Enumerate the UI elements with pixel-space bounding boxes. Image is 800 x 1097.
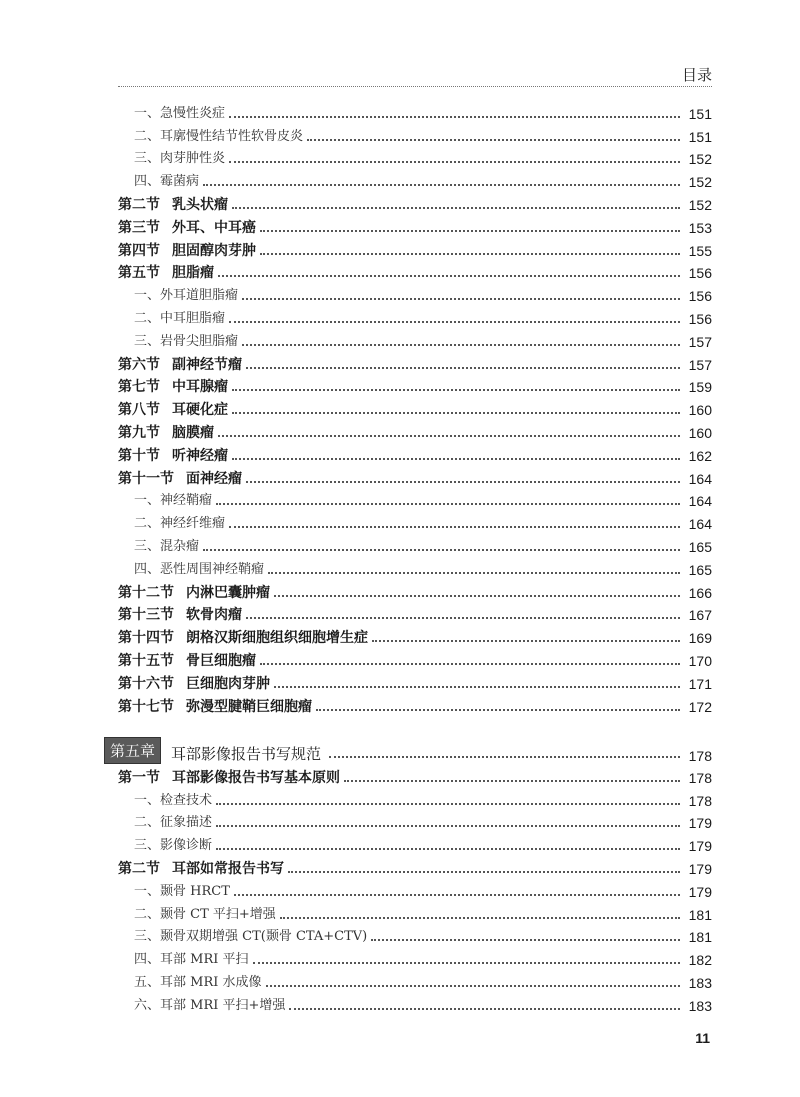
toc-section-entry[interactable]: [118, 465, 712, 488]
dot-leader: [274, 686, 680, 688]
subsection-label: 四、霉菌病: [134, 174, 200, 190]
section-title: 内淋巴囊肿瘤: [186, 584, 270, 601]
dot-leader: [242, 344, 680, 346]
subsection-label: 一、神经鞘瘤: [134, 493, 213, 509]
toc-subsection-entry[interactable]: [118, 282, 712, 305]
section-title: 耳部影像报告书写基本原则: [172, 769, 340, 786]
toc-section-entry[interactable]: [118, 693, 712, 716]
section-number: 第十三节: [118, 607, 174, 624]
dot-leader: [216, 503, 680, 505]
header-title: 目录: [681, 66, 712, 84]
section-label: [118, 219, 256, 237]
page-ref: 178: [688, 769, 712, 786]
toc-list-chapter5: [118, 764, 712, 1015]
dot-leader: [253, 962, 681, 964]
page-ref: 157: [688, 333, 712, 350]
dot-leader: [307, 139, 680, 141]
subsection-label: 一、急慢性炎症: [134, 105, 226, 121]
dot-leader: [268, 572, 680, 574]
section-label: [118, 769, 340, 787]
chapter-page: 178: [688, 748, 712, 764]
section-title: 外耳、中耳癌: [172, 219, 256, 236]
dot-leader: [329, 756, 680, 758]
toc-subsection-entry[interactable]: [118, 810, 712, 833]
toc-subsection-entry[interactable]: [118, 787, 712, 810]
page-ref: 164: [688, 470, 712, 487]
page-ref: 156: [688, 310, 712, 327]
toc-section-entry[interactable]: [118, 396, 712, 419]
section-label: [118, 698, 312, 716]
page-ref: 181: [688, 929, 712, 946]
section-number: 第九节: [118, 424, 160, 441]
section-title: 中耳腺瘤: [172, 379, 228, 396]
section-label: [118, 196, 228, 214]
section-label: [118, 401, 228, 419]
page-ref: 179: [688, 883, 712, 900]
dot-leader: [232, 458, 680, 460]
page-ref: 164: [688, 516, 712, 533]
subsection-label: 二、征象描述: [134, 815, 213, 831]
dot-leader: [246, 481, 680, 483]
page-ref: 181: [688, 906, 712, 923]
toc-section-entry[interactable]: [118, 374, 712, 397]
toc-subsection-entry[interactable]: [118, 969, 712, 992]
page-ref: 167: [688, 607, 712, 624]
page-ref: 169: [688, 630, 712, 647]
toc-section-entry[interactable]: [118, 237, 712, 260]
section-title: 胆固醇肉芽肿: [172, 242, 256, 259]
toc-section-entry[interactable]: [118, 670, 712, 693]
subsection-label: 二、神经纤维瘤: [134, 516, 226, 532]
toc-section-entry[interactable]: [118, 855, 712, 878]
section-title: 弥漫型腱鞘巨细胞瘤: [186, 698, 312, 715]
toc-section-entry[interactable]: [118, 602, 712, 625]
dot-leader: [246, 617, 680, 619]
chapter-title: 耳部影像报告书写规范: [171, 745, 322, 763]
page-ref: 170: [688, 652, 712, 669]
page-ref: 165: [688, 561, 712, 578]
page-ref: 152: [688, 151, 712, 168]
section-label: [118, 675, 270, 693]
section-title: 软骨肉瘤: [186, 607, 242, 624]
page-ref: 182: [688, 952, 712, 969]
section-label: [118, 378, 228, 396]
section-number: 第七节: [118, 379, 160, 396]
subsection-label: 三、影像诊断: [134, 838, 213, 854]
running-header: [118, 60, 712, 87]
dot-leader: [242, 298, 680, 300]
toc-subsection-entry[interactable]: [118, 924, 712, 947]
dot-leader: [218, 435, 680, 437]
toc-subsection-entry[interactable]: [118, 305, 712, 328]
page-ref: 152: [688, 196, 712, 213]
page-ref: 171: [688, 675, 712, 692]
section-title: 巨细胞肉芽肿: [186, 675, 270, 692]
chapter-entry[interactable]: [104, 738, 712, 764]
section-number: 第十二节: [118, 584, 174, 601]
section-title: 耳部如常报告书写: [172, 860, 284, 877]
toc-section-entry[interactable]: [118, 260, 712, 283]
dot-leader: [288, 871, 680, 873]
page-ref: 172: [688, 698, 712, 715]
subsection-label: 三、颞骨双期增强 CT(颞骨 CTA+CTV): [134, 929, 368, 945]
subsection-label: 一、检查技术: [134, 792, 213, 808]
toc-section-entry[interactable]: [118, 191, 712, 214]
section-number: 第十五节: [118, 652, 174, 669]
page-ref: 179: [688, 860, 712, 877]
toc-list: [118, 100, 712, 716]
section-label: [118, 356, 242, 374]
section-number: 第五节: [118, 265, 160, 282]
toc-section-entry[interactable]: [118, 214, 712, 237]
section-number: 第十四节: [118, 630, 174, 647]
toc-subsection-entry[interactable]: [118, 946, 712, 969]
page-ref: 183: [688, 974, 712, 991]
page-ref: 157: [688, 356, 712, 373]
section-label: [118, 470, 242, 488]
dot-leader: [203, 549, 680, 551]
section-label: [118, 242, 256, 260]
dot-leader: [229, 116, 680, 118]
toc-section-entry[interactable]: [118, 419, 712, 442]
dot-leader: [246, 367, 680, 369]
page-ref: 155: [688, 242, 712, 259]
toc-subsection-entry[interactable]: [118, 832, 712, 855]
dot-leader: [203, 184, 680, 186]
page-ref: 151: [688, 128, 712, 145]
dot-leader: [316, 709, 680, 711]
section-label: [118, 264, 214, 282]
subsection-label: 二、中耳胆脂瘤: [134, 310, 226, 326]
dot-leader: [289, 1008, 680, 1010]
dot-leader: [260, 253, 680, 255]
toc-section-entry[interactable]: [118, 624, 712, 647]
dot-leader: [274, 595, 680, 597]
page-ref: 159: [688, 379, 712, 396]
page-ref: 160: [688, 424, 712, 441]
section-label: [118, 629, 368, 647]
section-title: 朗格汉斯细胞组织细胞增生症: [186, 630, 368, 647]
subsection-label: 一、外耳道胆脂瘤: [134, 288, 239, 304]
section-number: 第六节: [118, 356, 160, 373]
page-ref: 179: [688, 815, 712, 832]
toc-section-entry[interactable]: [118, 764, 712, 787]
section-number: 第二节: [118, 196, 160, 213]
dot-leader: [216, 848, 680, 850]
section-number: 第一节: [118, 769, 160, 786]
page-ref: 164: [688, 493, 712, 510]
section-title: 耳硬化症: [172, 402, 228, 419]
section-label: [118, 424, 214, 442]
section-number: 第八节: [118, 402, 160, 419]
section-number: 第十节: [118, 447, 160, 464]
page-ref: 152: [688, 174, 712, 191]
subsection-label: 二、耳廓慢性结节性软骨皮炎: [134, 128, 304, 144]
subsection-label: 五、耳部 MRI 水成像: [134, 974, 262, 990]
page-number: 11: [695, 1030, 710, 1046]
section-number: 第三节: [118, 219, 160, 236]
toc-subsection-entry[interactable]: [118, 992, 712, 1015]
section-label: [118, 652, 256, 670]
dot-leader: [266, 985, 681, 987]
dot-leader: [229, 321, 680, 323]
page-ref: 151: [688, 105, 712, 122]
page-ref: 162: [688, 447, 712, 464]
section-title: 胆脂瘤: [172, 265, 214, 282]
chapter-badge: 第五章: [104, 737, 161, 764]
section-title: 副神经节瘤: [172, 356, 242, 373]
subsection-label: 三、岩骨尖胆脂瘤: [134, 333, 239, 349]
section-title: 乳头状瘤: [172, 196, 228, 213]
toc-subsection-entry[interactable]: [118, 901, 712, 924]
subsection-label: 二、颞骨 CT 平扫+增强: [134, 906, 276, 922]
subsection-label: 四、恶性周围神经鞘瘤: [134, 561, 265, 577]
page-ref: 156: [688, 288, 712, 305]
section-number: 第十七节: [118, 698, 174, 715]
toc-subsection-entry[interactable]: [118, 533, 712, 556]
section-label: [118, 606, 242, 624]
toc-section-entry[interactable]: [118, 647, 712, 670]
section-label: [118, 584, 270, 602]
dot-leader: [371, 939, 680, 941]
section-number: 第四节: [118, 242, 160, 259]
section-title: 面神经瘤: [186, 470, 242, 487]
toc-subsection-entry[interactable]: [118, 168, 712, 191]
toc-subsection-entry[interactable]: [118, 123, 712, 146]
dot-leader: [344, 780, 680, 782]
page-ref: 165: [688, 538, 712, 555]
section-label: [118, 860, 284, 878]
subsection-label: 六、耳部 MRI 平扫+增强: [134, 997, 286, 1013]
dot-leader: [234, 894, 680, 896]
page-ref: 179: [688, 838, 712, 855]
dot-leader: [260, 663, 680, 665]
toc-section-entry[interactable]: [118, 579, 712, 602]
toc-section-entry[interactable]: [118, 351, 712, 374]
dot-leader: [372, 640, 680, 642]
subsection-label: 三、混杂瘤: [134, 538, 200, 554]
page-ref: 160: [688, 402, 712, 419]
toc-section-entry[interactable]: [118, 442, 712, 465]
section-title: 骨巨细胞瘤: [186, 652, 256, 669]
dot-leader: [232, 412, 680, 414]
page-ref: 178: [688, 792, 712, 809]
dot-leader: [218, 275, 680, 277]
page-ref: 156: [688, 265, 712, 282]
section-number: 第十六节: [118, 675, 174, 692]
section-number: 第十一节: [118, 470, 174, 487]
toc-subsection-entry[interactable]: [118, 328, 712, 351]
dot-leader: [232, 389, 680, 391]
section-title: 脑膜瘤: [172, 424, 214, 441]
page-ref: 183: [688, 997, 712, 1014]
toc-subsection-entry[interactable]: [118, 488, 712, 511]
dot-leader: [232, 207, 680, 209]
subsection-label: 四、耳部 MRI 平扫: [134, 952, 249, 968]
section-label: [118, 447, 228, 465]
section-title: 听神经瘤: [172, 447, 228, 464]
dot-leader: [280, 917, 680, 919]
toc-subsection-entry[interactable]: [118, 878, 712, 901]
dot-leader: [216, 803, 680, 805]
dot-leader: [229, 526, 680, 528]
subsection-label: 一、颞骨 HRCT: [134, 883, 230, 899]
page-ref: 166: [688, 584, 712, 601]
dot-leader: [229, 161, 680, 163]
dot-leader: [260, 230, 680, 232]
toc-subsection-entry[interactable]: [118, 100, 712, 123]
toc-subsection-entry[interactable]: [118, 146, 712, 169]
toc-subsection-entry[interactable]: [118, 556, 712, 579]
dot-leader: [216, 825, 680, 827]
subsection-label: 三、肉芽肿性炎: [134, 151, 226, 167]
page-ref: 153: [688, 219, 712, 236]
section-number: 第二节: [118, 860, 160, 877]
toc-subsection-entry[interactable]: [118, 510, 712, 533]
